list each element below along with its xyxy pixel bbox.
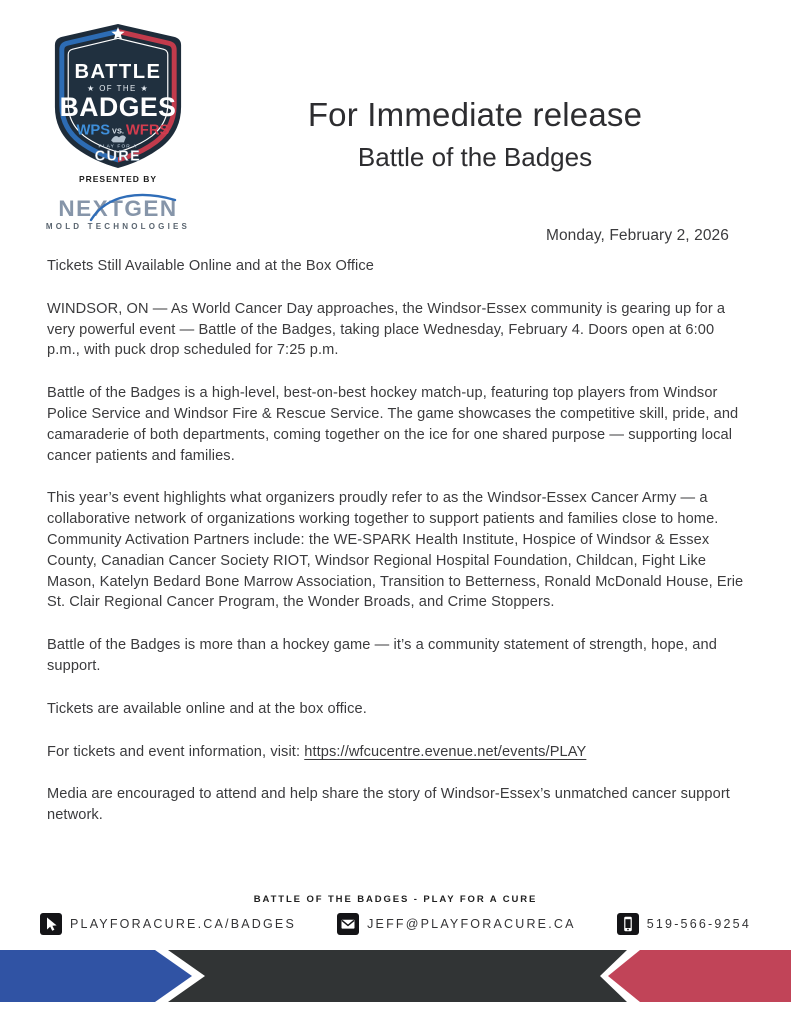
footer-banner — [0, 950, 791, 1002]
sponsor-name: NEXTGEN — [58, 196, 178, 221]
email-label: JEFF@PLAYFORACURE.CA — [367, 917, 576, 931]
badge-vs: VS. — [112, 126, 124, 136]
title-block — [215, 96, 735, 173]
cure-main-label: CURE — [94, 148, 142, 165]
badge-team-wfrs: WFRS — [125, 122, 170, 139]
paragraph-cancer-army: This year’s event highlights what organizers proudly refer to as the Windsor-Essex Cancer Army — a collaborative network of organizations working together to support patients and families close to home. Community Activation Partners include: the WE-SPARK Health Institute, Hospice of Windsor & Essex County, Canadian Cancer Society RIOT, Windsor Regional Hospital Foundation, Childcan, Fight Like Mason, Katelyn Bedard Bone Marrow Association, Transition to Betterness, Ronald McDonald House, Erie St. Clair Regional Cancer Program, the Wonder Broads, and Crime Stoppers. — [47, 490, 744, 611]
website-label: PLAYFORACURE.CA/BADGES — [70, 917, 296, 931]
logo-block — [42, 22, 194, 231]
press-release-body — [47, 226, 745, 826]
paragraph-statement: Battle of the Badges is more than a hockey game — it’s a community statement of strength, hope, and support. — [47, 637, 717, 674]
nextgen-logo — [43, 190, 193, 226]
paragraph-media: Media are encouraged to attend and help share the story of Windsor-Essex’s unmatched cancer support network. — [47, 786, 730, 824]
event-tickets-link[interactable]: https://wfcucentre.evenue.net/events/PLAY — [304, 743, 587, 760]
battle-of-the-badges-badge-icon — [49, 22, 187, 170]
presented-by-label: PRESENTED BY — [78, 174, 158, 184]
badge-line2: ★ OF THE ★ — [86, 84, 150, 94]
paragraph-link — [47, 742, 745, 763]
cursor-icon — [40, 913, 62, 935]
cure-top-label: PLAY FOR A — [98, 144, 138, 150]
contact-phone — [617, 913, 751, 935]
contact-email — [337, 913, 576, 935]
badge-line1: BATTLE — [74, 61, 162, 84]
badge-line3: BADGES — [59, 92, 177, 123]
contact-website — [40, 913, 296, 935]
contact-row — [40, 913, 751, 935]
footer-tagline: BATTLE OF THE BADGES - PLAY FOR A CURE — [253, 894, 538, 905]
tickets-availability-line: Tickets Still Available Online and at the Box Office — [47, 258, 374, 274]
phone-label: 519-566-9254 — [646, 917, 751, 931]
page-title: For Immediate release — [307, 96, 643, 133]
page-subtitle: Battle of the Badges — [357, 142, 593, 172]
badge-team-wps: WPS — [76, 122, 111, 139]
dateline: Monday, February 2, 2026 — [545, 227, 729, 244]
sponsor-tagline: MOLD TECHNOLOGIES — [45, 222, 191, 231]
mail-icon — [337, 913, 359, 935]
paragraph-windsor: WINDSOR, ON — As World Cancer Day approaches, the Windsor-Essex community is gearing up for a very powerful event — Battle of the Badges, taking place Wednesday, February 4. Doors open at 6:00 p.m., with puck drop scheduled for 7:25 p.m. — [47, 300, 726, 359]
paragraph-tickets: Tickets are available online and at the box office. — [47, 700, 367, 717]
link-prefix: For tickets and event information, visit: — [47, 743, 305, 760]
paragraph-matchup: Battle of the Badges is a high-level, best-on-best hockey match-up, featuring top players from Windsor Police Service and Windsor Fire & Rescue Service. The game showcases the competitive skill, pride, and camaraderie of both departments, coming together on the ice for one shared purpose — supporting local cancer patients and families. — [47, 385, 739, 464]
phone-icon — [617, 913, 639, 935]
